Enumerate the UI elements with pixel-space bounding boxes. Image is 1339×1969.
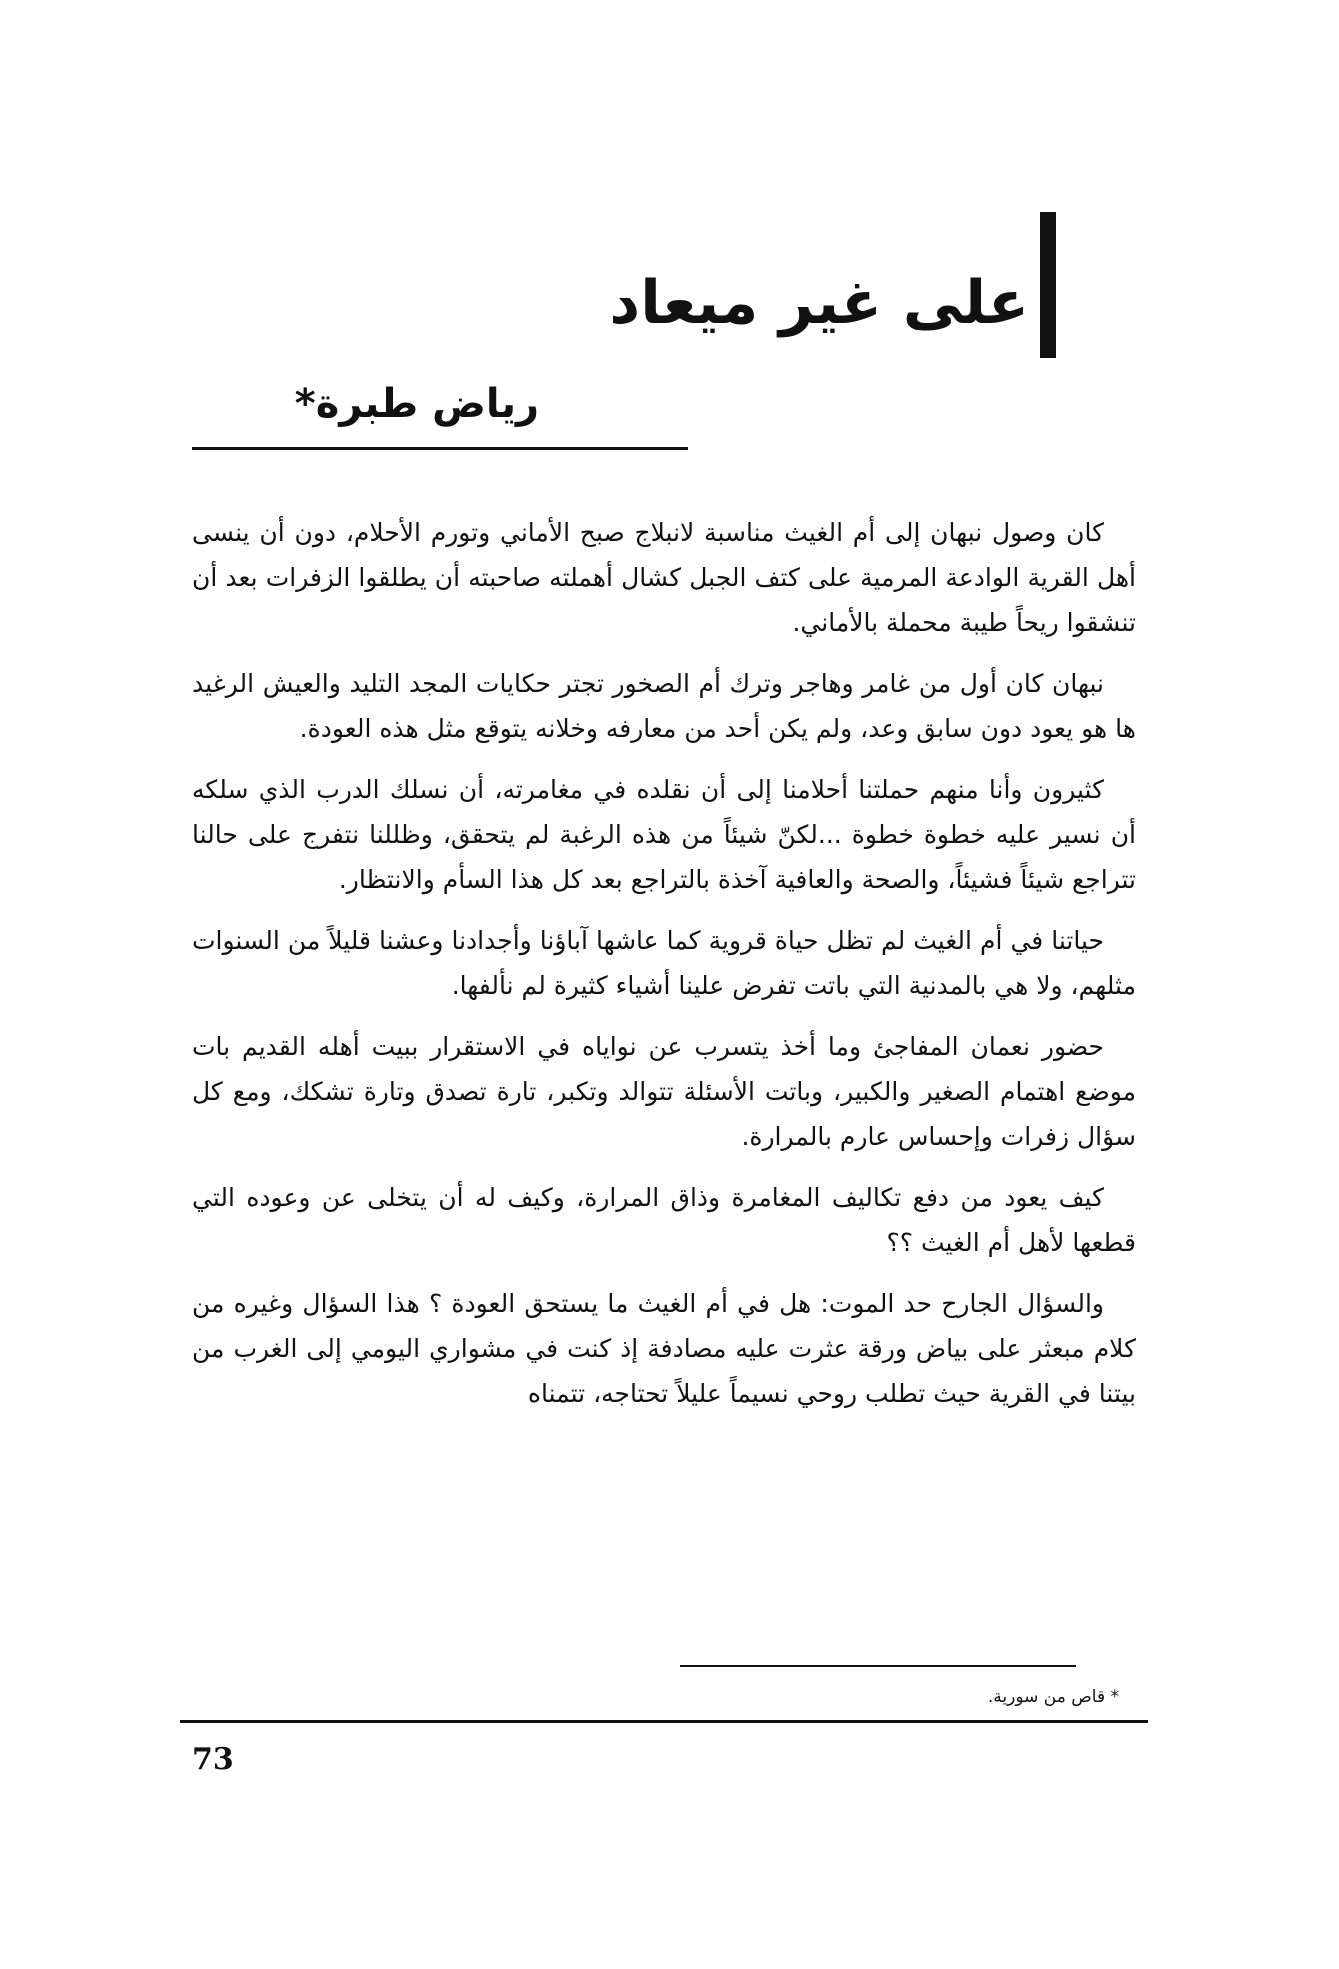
- paragraph-3: كثيرون وأنا منهم حملتنا أحلامنا إلى أن نقلده في مغامرته، أن نسلك الدرب الذي سلكه أن نسير عليه خطوة خطوة ...لكنّ شيئاً من هذه الرغبة لم يتحقق، وظللنا نتفرج على حالنا تتراجع شيئاً فشيئاً، والصحة والعافية آخذة بالتراجع بعد كل هذا السأم والانتظار.: [192, 775, 1136, 894]
- author-name: رياض طبرة*: [294, 381, 539, 427]
- paragraph-1: كان وصول نبهان إلى أم الغيث مناسبة لانبلاج صبح الأماني وتورم الأحلام، دون أن ينسى أهل القرية الوادعة المرمية على كتف الجبل كشال أهملته صاحبته أن يطلقوا الزفرات بعد أن تنشقوا ريحاً طيبة محملة بالأماني.: [192, 518, 1136, 637]
- paragraph-6: كيف يعود من دفع تكاليف المغامرة وذاق المرارة، وكيف له أن يتخلى عن وعوده التي قطعها لأهل أم الغيث ؟؟: [192, 1183, 1136, 1257]
- page-number: 73: [192, 1742, 234, 1777]
- article-body: [192, 510, 1136, 1432]
- paragraph-5: حضور نعمان المفاجئ وما أخذ يتسرب عن نواياه في الاستقرار ببيت أهله القديم بات موضع اهتمام الصغير والكبير، وباتت الأسئلة تتوالد وتكبر، تارة تصدق وتارة تشكك، ومع كل سؤال زفرات وإحساس عارم بالمرارة.: [192, 1032, 1136, 1151]
- title-accent-bar: [1040, 212, 1056, 358]
- footnote: * قاص من سورية.: [987, 1687, 1119, 1707]
- paragraph-2: نبهان كان أول من غامر وهاجر وترك أم الصخور تجتر حكايات المجد التليد والعيش الرغيد ها هو يعود دون سابق وعد، ولم يكن أحد من معارفه وخلانه يتوقع مثل هذه العودة.: [192, 669, 1136, 743]
- footnote-divider: [680, 1665, 1076, 1667]
- paragraph-7: والسؤال الجارح حد الموت: هل في أم الغيث ما يستحق العودة ؟ هذا السؤال وغيره من كلام مبعثر على بياض ورقة عثرت عليه مصادفة إذ كنت في مشواري اليومي إلى الغرب من بيتنا في القرية حيث تطلب روحي نسيماً عليلاً تحتاجه، تتمناه: [192, 1289, 1136, 1408]
- paragraph-4: حياتنا في أم الغيث لم تظل حياة قروية كما عاشها آباؤنا وأجدادنا وعشنا قليلاً من السنوات مثلهم، ولا هي بالمدنية التي باتت تفرض علينا أشياء كثيرة لم نألفها.: [192, 926, 1136, 1000]
- article-title: على غير ميعاد: [609, 268, 1029, 339]
- author-divider: [192, 447, 688, 450]
- footer-rule: [180, 1720, 1148, 1723]
